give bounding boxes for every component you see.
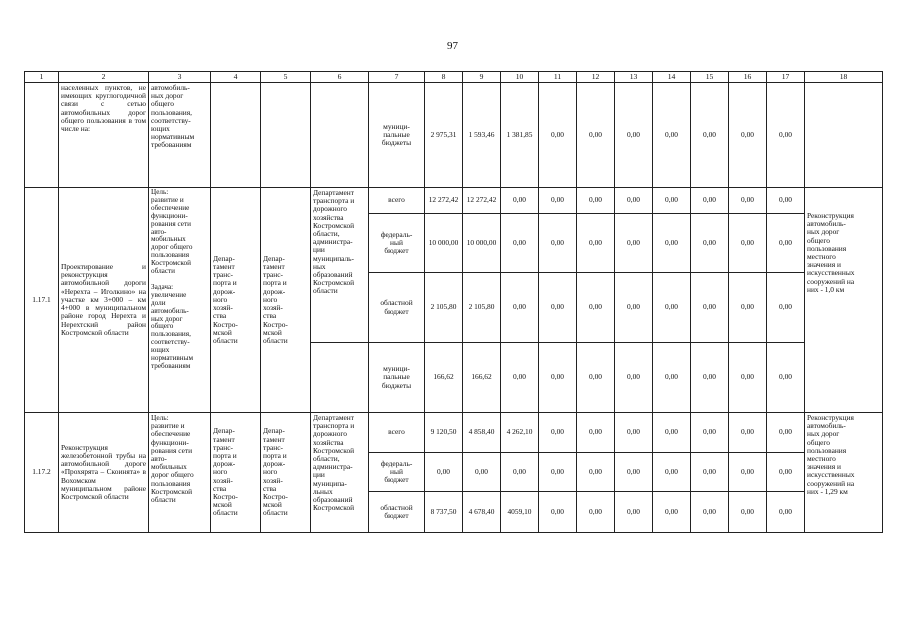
result-cell: Реконструкция автомобиль- ных дорог общего пользования местного значения и искусственных сооружений на них - 1,29 км	[805, 413, 883, 533]
value-cell: 0,00	[691, 273, 729, 343]
value-cell: 0,00	[729, 453, 767, 492]
event-name-cell: Проектирование и реконструкция автомобильной дороги «Нерехта – Иголкино» на участке км 3+000 – км 4+000 в муниципальном районе город Нерехта и Нерехтский район Костромской области	[59, 188, 149, 413]
value-cell: 166,62	[463, 343, 501, 413]
funding-source-cell: всего	[369, 413, 425, 453]
value-cell: 0,00	[577, 343, 615, 413]
value-cell: 0,00	[615, 83, 653, 188]
result-cell	[805, 83, 883, 188]
header-cell: 16	[729, 72, 767, 83]
funding-source-cell: областной бюджет	[369, 273, 425, 343]
value-cell: 0,00	[767, 492, 805, 533]
result-cell: Реконструкция автомобиль- ных дорог общего пользования местного значения и искусственных сооружений на них - 1,0 км	[805, 188, 883, 413]
value-cell: 0,00	[615, 413, 653, 453]
funding-source-cell: федераль- ный бюджет	[369, 453, 425, 492]
header-cell: 18	[805, 72, 883, 83]
value-cell: 0,00	[501, 343, 539, 413]
value-cell: 4059,10	[501, 492, 539, 533]
executor-cell: Депар- тамент транс- порта и дорож- ного хозяй- ства Костро- мской области	[211, 413, 261, 533]
header-cell: 10	[501, 72, 539, 83]
value-cell: 8 737,50	[425, 492, 463, 533]
coexecutor-cell: Департамент транспорта и дорожного хозяйства Костромской области, администра- ции муниципаль- ных образований Костромской области	[311, 188, 369, 343]
value-cell: 0,00	[577, 83, 615, 188]
executor-cell	[211, 83, 261, 188]
page-number: 97	[447, 40, 458, 52]
value-cell: 0,00	[615, 492, 653, 533]
value-cell: 0,00	[577, 413, 615, 453]
value-cell: 0,00	[653, 273, 691, 343]
value-cell: 0,00	[691, 214, 729, 273]
value-cell: 0,00	[767, 343, 805, 413]
value-cell: 0,00	[691, 343, 729, 413]
value-cell: 0,00	[615, 273, 653, 343]
header-cell: 15	[691, 72, 729, 83]
value-cell: 0,00	[577, 492, 615, 533]
value-cell: 0,00	[577, 188, 615, 214]
value-cell: 2 105,80	[425, 273, 463, 343]
value-cell: 0,00	[501, 453, 539, 492]
event-name-cell: населенных пунктов, не имеющих круглогодичной связи с сетью автомобильных дорог общего пользования в том числе на:	[59, 83, 149, 188]
header-cell: 17	[767, 72, 805, 83]
value-cell: 0,00	[729, 492, 767, 533]
value-cell: 166,62	[425, 343, 463, 413]
value-cell: 0,00	[653, 413, 691, 453]
value-cell: 0,00	[539, 343, 577, 413]
value-cell: 1 381,85	[501, 83, 539, 188]
value-cell: 12 272,42	[463, 188, 501, 214]
funding-source-cell: муници- пальные бюджеты	[369, 343, 425, 413]
goal-cell: Цель: развитие и обеспечение функциони- рования сети авто- мобильных дорог общего пользования Костромской области Задача: увеличение доли автомобиль- ных дорог общего пользования, соответству- ющих нормативным требованиям	[149, 188, 211, 413]
value-cell: 10 000,00	[463, 214, 501, 273]
header-cell: 5	[261, 72, 311, 83]
value-cell: 0,00	[501, 188, 539, 214]
header-cell: 7	[369, 72, 425, 83]
coexecutor-cell	[311, 343, 369, 413]
value-cell: 0,00	[653, 343, 691, 413]
header-cell: 12	[577, 72, 615, 83]
event-name-cell: Реконструкция железобетонной трубы на автомобильной дороге «Прохярята – Скоинята» в Вохомском муниципальном районе Костромской области	[59, 413, 149, 533]
value-cell: 0,00	[539, 214, 577, 273]
value-cell: 12 272,42	[425, 188, 463, 214]
value-cell: 0,00	[767, 453, 805, 492]
value-cell: 0,00	[767, 83, 805, 188]
value-cell: 10 000,00	[425, 214, 463, 273]
value-cell: 0,00	[539, 188, 577, 214]
value-cell: 0,00	[615, 188, 653, 214]
table-row	[25, 188, 883, 214]
value-cell: 4 262,10	[501, 413, 539, 453]
value-cell: 0,00	[691, 492, 729, 533]
goal-cell: Цель: развитие и обеспечение функциони- рования сети авто- мобильных дорог общего пользования Костромской области	[149, 413, 211, 533]
executor-cell: Депар- тамент транс- порта и дорож- ного хозяй- ства Костро- мской области	[261, 413, 311, 533]
value-cell: 0,00	[539, 413, 577, 453]
value-cell: 0,00	[501, 273, 539, 343]
goal-cell: автомобиль- ных дорог общего пользования, соответству- ющих нормативным требованиям	[149, 83, 211, 188]
value-cell: 0,00	[691, 453, 729, 492]
value-cell: 0,00	[615, 343, 653, 413]
header-cell: 3	[149, 72, 211, 83]
value-cell: 0,00	[653, 83, 691, 188]
funding-source-cell: всего	[369, 188, 425, 214]
value-cell: 4 678,40	[463, 492, 501, 533]
value-cell: 0,00	[729, 343, 767, 413]
value-cell: 0,00	[729, 413, 767, 453]
value-cell: 0,00	[463, 453, 501, 492]
value-cell: 0,00	[539, 273, 577, 343]
table-row	[25, 83, 883, 188]
header-cell: 14	[653, 72, 691, 83]
value-cell: 0,00	[691, 188, 729, 214]
header-cell: 1	[25, 72, 59, 83]
header-cell: 2	[59, 72, 149, 83]
value-cell: 2 105,80	[463, 273, 501, 343]
item-number-cell: 1.17.2	[25, 413, 59, 533]
value-cell: 0,00	[425, 453, 463, 492]
value-cell: 0,00	[767, 188, 805, 214]
header-cell: 6	[311, 72, 369, 83]
header-cell: 4	[211, 72, 261, 83]
value-cell: 0,00	[729, 214, 767, 273]
value-cell: 0,00	[615, 214, 653, 273]
executor-cell: Депар- тамент транс- порта и дорож- ного хозяй- ства Костро- мской области	[211, 188, 261, 413]
value-cell: 0,00	[653, 492, 691, 533]
value-cell: 1 593,46	[463, 83, 501, 188]
funding-source-cell: федераль- ный бюджет	[369, 214, 425, 273]
header-cell: 8	[425, 72, 463, 83]
program-table	[24, 71, 883, 533]
value-cell: 0,00	[767, 413, 805, 453]
value-cell: 0,00	[653, 188, 691, 214]
value-cell: 0,00	[539, 453, 577, 492]
executor-cell	[261, 83, 311, 188]
row-number-cell	[25, 83, 59, 188]
coexecutor-cell	[311, 83, 369, 188]
value-cell: 0,00	[653, 214, 691, 273]
value-cell: 0,00	[691, 413, 729, 453]
value-cell: 4 858,40	[463, 413, 501, 453]
header-row	[25, 72, 883, 83]
item-number-cell: 1.17.1	[25, 188, 59, 413]
value-cell: 0,00	[729, 273, 767, 343]
executor-cell: Депар- тамент транс- порта и дорож- ного хозяй- ства Костро- мской области	[261, 188, 311, 413]
value-cell: 0,00	[767, 273, 805, 343]
value-cell: 0,00	[539, 83, 577, 188]
value-cell: 9 120,50	[425, 413, 463, 453]
header-cell: 11	[539, 72, 577, 83]
value-cell: 0,00	[653, 453, 691, 492]
value-cell: 0,00	[539, 492, 577, 533]
table-row	[25, 413, 883, 453]
value-cell: 0,00	[767, 214, 805, 273]
value-cell: 0,00	[501, 214, 539, 273]
header-cell: 13	[615, 72, 653, 83]
header-cell: 9	[463, 72, 501, 83]
value-cell: 0,00	[729, 188, 767, 214]
value-cell: 0,00	[729, 83, 767, 188]
funding-source-cell: областной бюджет	[369, 492, 425, 533]
value-cell: 0,00	[615, 453, 653, 492]
coexecutor-cell: Департамент транспорта и дорожного хозяйства Костромской области, администра- ции муниципа- льных образований Костромской	[311, 413, 369, 533]
funding-source-cell: муници- пальные бюджеты	[369, 83, 425, 188]
value-cell: 0,00	[577, 214, 615, 273]
value-cell: 2 975,31	[425, 83, 463, 188]
value-cell: 0,00	[577, 273, 615, 343]
value-cell: 0,00	[577, 453, 615, 492]
value-cell: 0,00	[691, 83, 729, 188]
